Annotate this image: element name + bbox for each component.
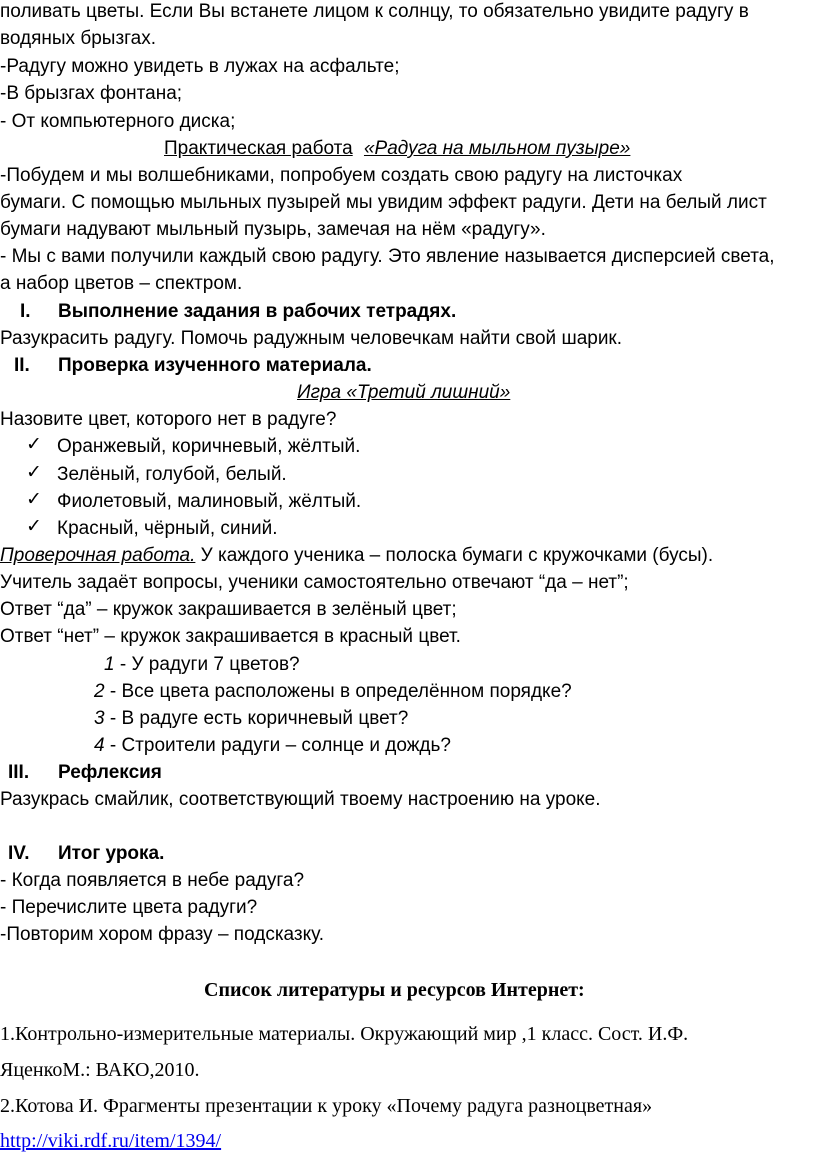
check-line-1 <box>0 544 713 568</box>
question-number: 1 <box>104 654 115 675</box>
checkmark-icon: ✓ <box>26 516 42 537</box>
section-4-heading <box>8 842 164 866</box>
section-3-title: Рефлексия <box>58 762 162 783</box>
check-line-3: Ответ “да” – кружок закрашивается в зелёный цвет; <box>0 599 457 620</box>
intro-line-2: водяных брызгах. <box>0 28 157 49</box>
section-3-text: Разукрась смайлик, соответствующий твоему настроению на уроке. <box>0 789 601 810</box>
section-1-heading <box>20 300 456 324</box>
question-number: 2 <box>94 681 105 702</box>
references-title: Список литературы и ресурсов Интернет: <box>204 979 585 1001</box>
section-1-number: I. <box>20 301 31 322</box>
reference-link[interactable]: http://viki.rdf.ru/item/1394/ <box>0 1130 222 1152</box>
check-line-2: Учитель задаёт вопросы, ученики самостоятельно отвечают “да – нет”; <box>0 572 629 593</box>
check-question-2 <box>94 680 572 704</box>
checkmark-icon: ✓ <box>26 462 42 483</box>
section-3-heading <box>8 761 162 785</box>
reference-2: 2.Котова И. Фрагменты презентации к уроку «Почему радуга разноцветная» <box>0 1095 653 1117</box>
question-text: - У радуги 7 цветов? <box>114 654 300 675</box>
summary-line-2: - Перечислите цвета радуги? <box>0 897 258 918</box>
question-number: 3 <box>94 708 105 729</box>
practical-line-3: бумаги надувают мыльный пузырь, замечая на нём «радугу». <box>0 219 546 240</box>
question-text: - В радуге есть коричневый цвет? <box>104 708 409 729</box>
summary-line-3: -Повторим хором фразу – подсказку. <box>0 924 325 945</box>
practical-line-4: - Мы с вами получили каждый свою радугу. Это явление называется дисперсией света, <box>0 246 775 267</box>
practical-line-5: а набор цветов – спектром. <box>0 273 243 294</box>
checkmark-icon: ✓ <box>26 434 42 455</box>
section-2-title: Проверка изученного материала. <box>58 355 372 376</box>
section-1-title: Выполнение задания в рабочих тетрадях. <box>58 301 457 322</box>
game-option-2: Зелёный, голубой, белый. <box>57 464 287 485</box>
game-option-4: Красный, чёрный, синий. <box>57 518 278 539</box>
check-question-1 <box>104 653 300 677</box>
practical-line-2: бумаги. С помощью мыльных пузырей мы увидим эффект радуги. Дети на белый лист <box>0 192 767 213</box>
checkmark-icon: ✓ <box>26 489 42 510</box>
section-4-title: Итог урока. <box>58 843 165 864</box>
question-text: - Все цвета расположены в определённом порядке? <box>104 681 572 702</box>
section-2-heading <box>14 354 372 378</box>
game-title: Игра «Третий лишний» <box>297 382 511 403</box>
check-line-4: Ответ “нет” – кружок закрашивается в красный цвет. <box>0 626 461 647</box>
practical-line-1: -Побудем и мы волшебниками, попробуем создать свою радугу на листочках <box>0 165 683 186</box>
question-number: 4 <box>94 735 105 756</box>
game-option-3: Фиолетовый, малиновый, жёлтый. <box>57 491 362 512</box>
check-question-3 <box>94 707 408 731</box>
check-question-4 <box>94 734 451 758</box>
question-text: - Строители радуги – солнце и дождь? <box>104 735 451 756</box>
reference-1-line-1: 1.Контрольно-измерительные материалы. Окружающий мир ,1 класс. Сост. И.Ф. <box>0 1023 689 1045</box>
game-question: Назовите цвет, которого нет в радуге? <box>0 409 337 430</box>
check-title: Проверочная работа. <box>0 545 196 566</box>
intro-item-2: -В брызгах фонтана; <box>0 83 183 104</box>
practical-title-prefix: Практическая работа <box>164 138 353 159</box>
practical-title <box>164 137 630 161</box>
game-option-1: Оранжевый, коричневый, жёлтый. <box>57 436 361 457</box>
section-4-number: IV. <box>8 843 30 864</box>
reference-1-line-2: ЯценкоМ.: ВАКО,2010. <box>0 1059 200 1081</box>
check-line-1-rest: У каждого ученика – полоска бумаги с кружочками (бусы). <box>195 545 714 566</box>
section-2-number: II. <box>14 355 30 376</box>
section-1-text: Разукрасить радугу. Помочь радужным человечкам найти свой шарик. <box>0 328 623 349</box>
intro-item-1: -Радугу можно увидеть в лужах на асфальте; <box>0 56 400 77</box>
intro-line-1: поливать цветы. Если Вы встанете лицом к солнцу, то обязательно увидите радугу в <box>0 1 749 22</box>
intro-item-3: - От компьютерного диска; <box>0 111 236 132</box>
section-3-number: III. <box>8 762 30 783</box>
summary-line-1: - Когда появляется в небе радуга? <box>0 870 305 891</box>
practical-title-italic: «Радуга на мыльном пузыре» <box>363 138 631 159</box>
